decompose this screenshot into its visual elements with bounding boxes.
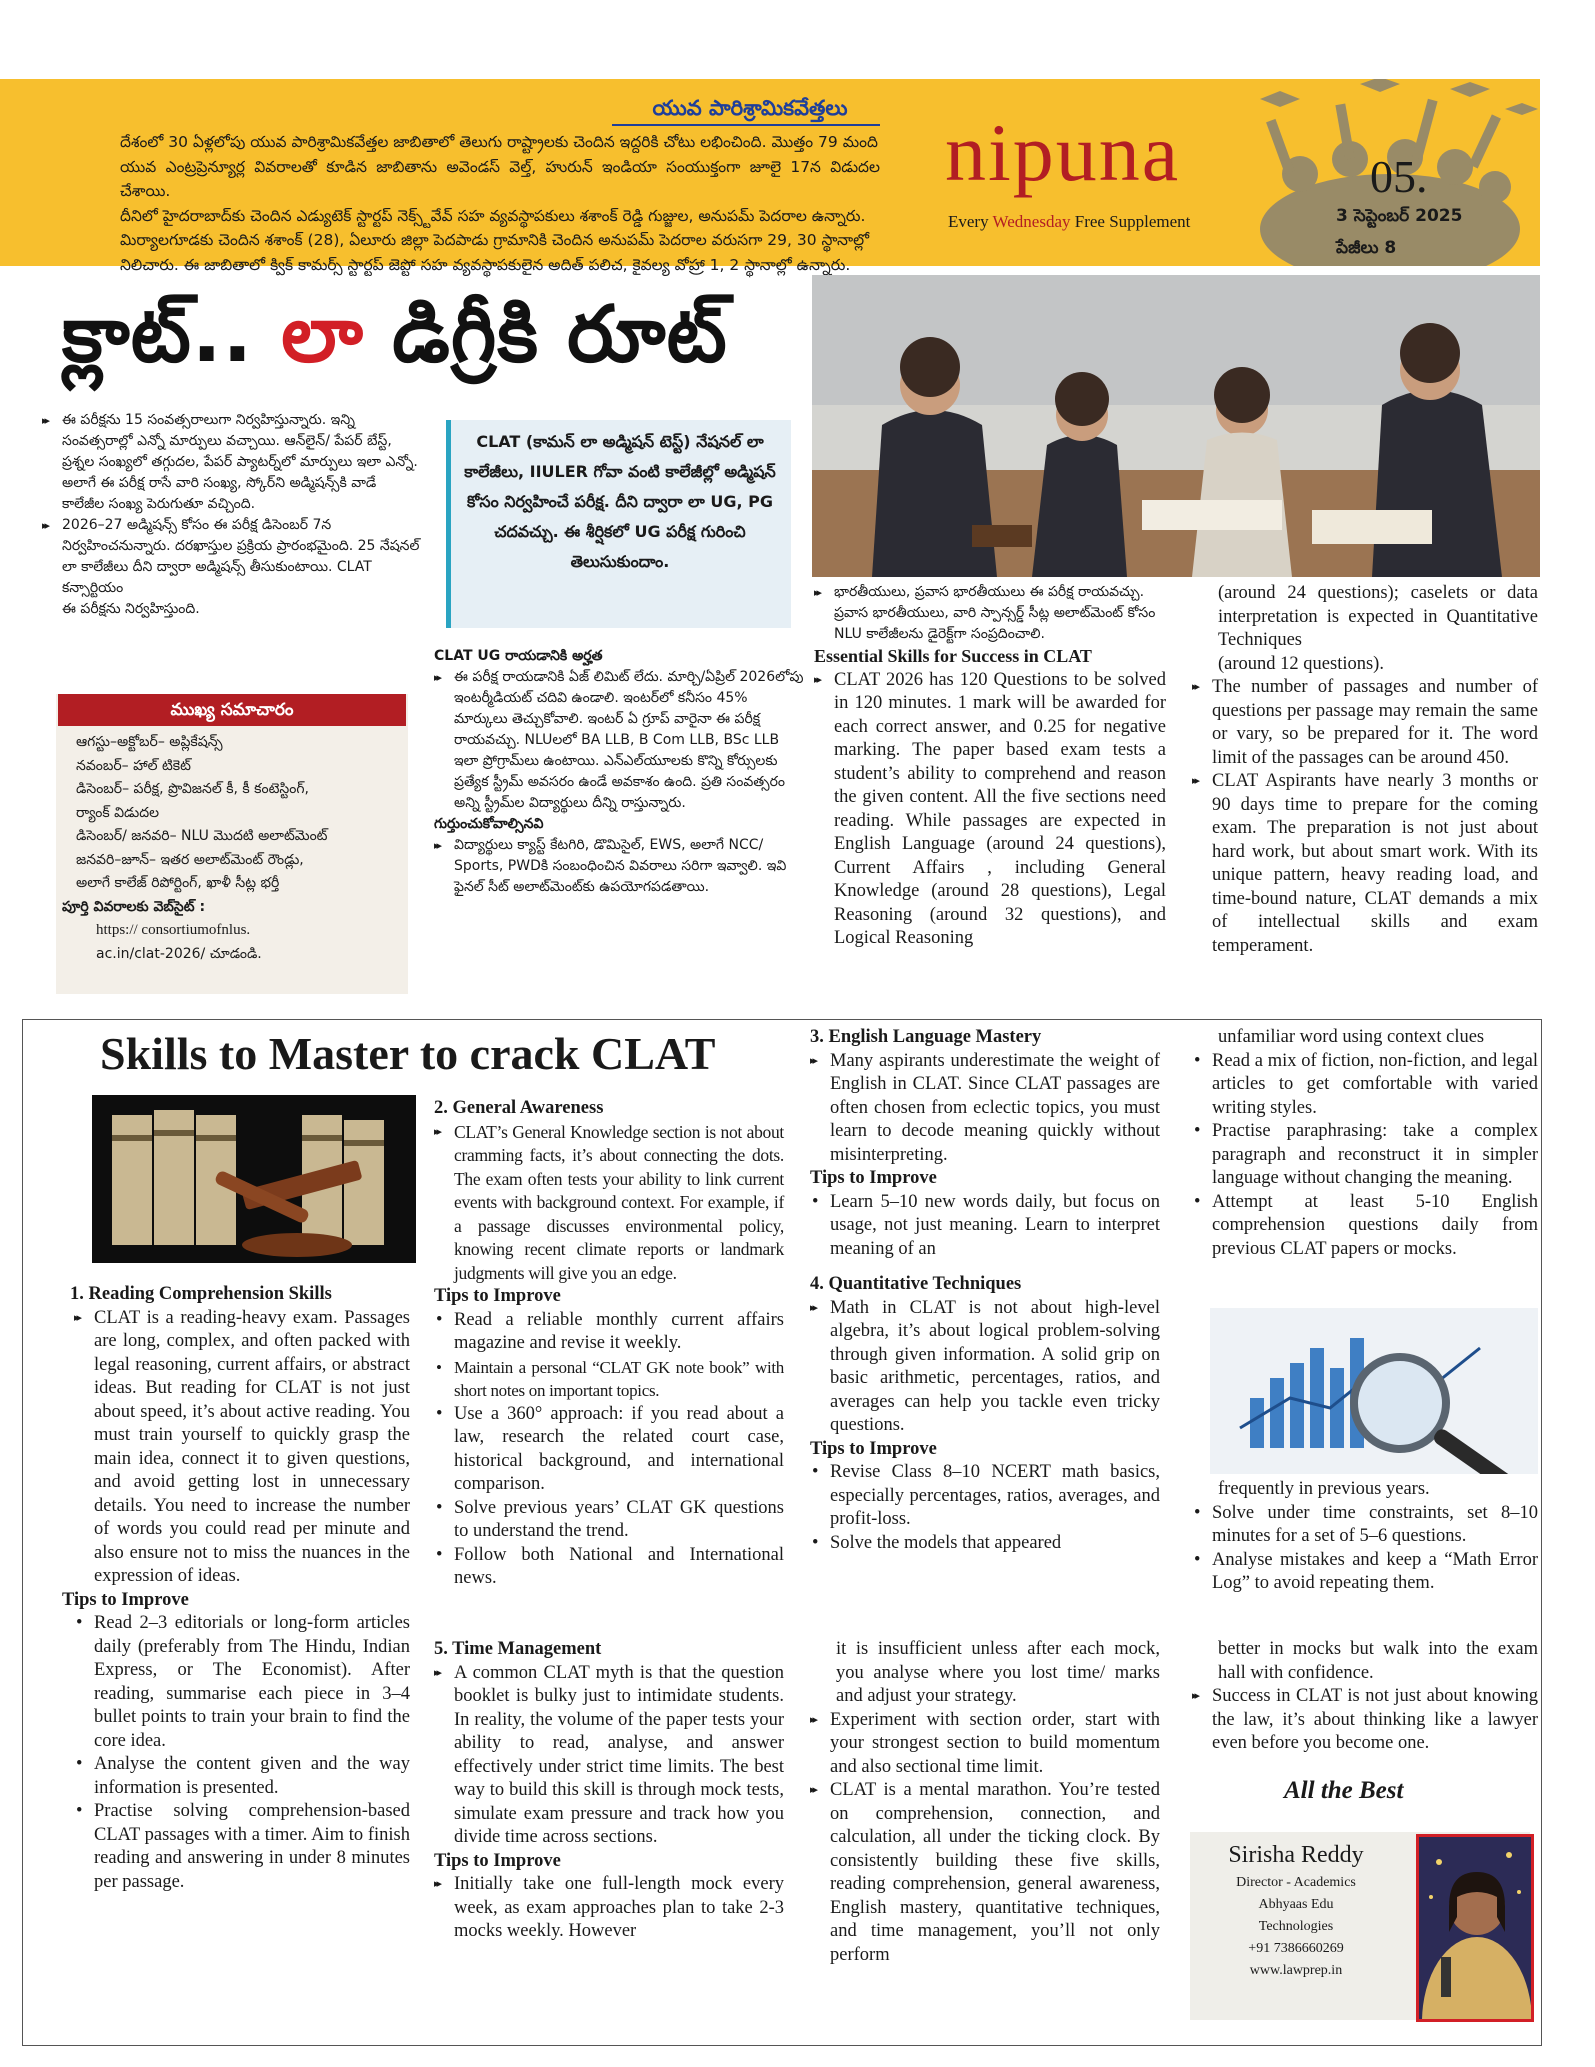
closing-bullet: ▸▸ Success in CLAT is not just about knowing the law, it’s about thinking like a lawyer even before you become one.: [1192, 1685, 1538, 1756]
issue-number: 05.: [1370, 151, 1428, 202]
masthead-tagline: [948, 212, 1190, 232]
skills-title: Skills to Master to crack CLAT: [100, 1028, 716, 1079]
tip-item: • Practise paraphrasing: take a complex paragraph and reconstruct it in simpler language without changing the meaning.: [1192, 1120, 1538, 1191]
intro-bullet: ▸▸ 2026–27 అడ్మిషన్స్ కోసం ఈ పరీక్ష డిసెంబర్ 7న నిర్వహించనున్నారు. దరఖాస్తుల ప్రక్రియ ప్రారంభమైంది. 25 నేషనల్ లా కాలేజీలు దీని ద్వారా అడ్మిషన్స్ తీసుకుంటాయి. CLAT కన్సార్టియం: [42, 515, 422, 599]
exam-pattern-bullet: ▸▸ CLAT 2026 has 120 Questions to be solved in 120 minutes. 1 mark will be awarded for each correct answer, and 0.25 for negative marking. The paper based exam tests a student’s ability to comprehend and reason the given content. All the five sections need reading. While passages are expected in English Language (around 24 questions), Current Affairs , including General Knowledge (around 28 questions), Legal Reasoning (around 32 questions), and Logical Reasoning: [814, 669, 1166, 951]
schedule-item: డిసెంబర్– పరీక్ష, ప్రొవిజనల్ కీ, కీ కంటెస్టింగ్,: [76, 781, 309, 797]
section-heading: గుర్తుంచుకోవాల్సినవి: [434, 816, 544, 832]
time-tip: ▸▸ Initially take one full-length mock every week, as exam approaches plan to take 2-3 mocks weekly. However: [434, 1873, 784, 1944]
schedule-item: జనవరి–జూన్– ఇతర అలాట్‌మెంట్ రౌండ్లు,: [76, 851, 304, 868]
law-books-gavel-photo: [92, 1095, 416, 1263]
english-tips-column: [1192, 1026, 1538, 1261]
general-bullet: ▸▸ CLAT’s General Knowledge section is not about cramming facts, it’s about connecting the dots. The exam often tests your ability to link current events with background context. For example, if a passage discusses environmental policy, knowing recent climate reports or landmark judgments will give you an edge.: [434, 1121, 784, 1286]
skill-heading-quant: 4. Quantitative Techniques: [810, 1274, 1022, 1294]
website-label: పూర్తి వివరాలకు వెబ్‌సైట్ :: [62, 898, 206, 915]
tip-item: • Learn 5–10 new words daily, but focus on usage, not just meaning. Learn to interpret meaning of an: [810, 1191, 1160, 1262]
callout-text: CLAT (కామన్ లా అడ్మిషన్ టెస్ట్) నేషనల్ లా కాలేజీలు, IIULER గోవా వంటి కాలేజీల్లో అడ్మిషన్ కోసం నిర్వహించే పరీక్ష. దీని ద్వారా లా UG, PG చదవచ్చు. ఈ శీర్షికలో UG పరీక్ష గురించి తెలుసుకుందాం.: [464, 432, 776, 571]
tip-item: • Read a mix of fiction, non-fiction, and legal articles to get comfortable with varied writing styles.: [1192, 1050, 1538, 1121]
time-tip: ▸▸ Experiment with section order, start with your strongest section to build momentum and also sectional time limit.: [810, 1709, 1160, 1780]
time-management-column-2: [810, 1638, 1160, 1967]
passages-bullet: ▸▸ The number of passages and number of questions per passage may remain the same or vary, so be prepared for it. The word limit of the passages can be around 450.: [1192, 676, 1538, 770]
author-org: Abhyaas Edu: [1258, 1897, 1334, 1912]
section-heading: Essential Skills for Success in CLAT: [814, 646, 1092, 666]
aspirants-bullet: ▸▸ CLAT Aspirants have nearly 3 months or 90 days time to prepare for the coming exam. The preparation is not just about hard work, but about smart work. With its unique pattern, heavy reading load, and time-bound nature, CLAT demands a mix of intellectual skills and exam temperament.: [1192, 770, 1538, 958]
skill-heading-time: 5. Time Management: [434, 1639, 602, 1659]
tip-item: • Solve previous years’ CLAT GK questions to understand the trend.: [434, 1497, 784, 1544]
schedule-item: ఆగస్టు–అక్టోబర్– అప్లికేషన్స్: [76, 734, 223, 750]
tip-item: • Use a 360° approach: if you read about a law, research the related court case, historical background, and international comparison.: [434, 1403, 784, 1497]
remember-bullet: ▸▸ విద్యార్థులు క్యాస్ట్ కేటగిరి, డొమిసైల్, EWS, అలాగే NCC/ Sports, PWDకి సంబంధించిన వివరాలు సరిగా ఇవ్వాలి. ఇవి ఫైనల్ సీట్ అలాట్‌మెంట్‌కు ఉపయోగపడతాయి.: [434, 835, 804, 898]
tip-item: • Analyse mistakes and keep a “Math Error Log” to avoid repeating them.: [1192, 1549, 1538, 1596]
key-info-title: ముఖ్య సమాచారం: [58, 694, 406, 726]
schedule-item: నవంబర్– హాల్ టికెట్: [76, 757, 191, 774]
website-link-cont: ac.in/clat-2026/ చూడండి.: [96, 945, 262, 962]
time-bullet: ▸▸ A common CLAT myth is that the question booklet is bulky just to intimidate students. In reality, the volume of the paper tests your ability to read, analyse, and answer effectively under strict time limits. The best way to build this skill is through mock tests, simulate exam pressure and track how you divide time across sections.: [434, 1662, 784, 1850]
banner-line: నిలిచారు. ఈ జాబితాలో క్విక్ కామర్స్ స్టార్టప్ జెప్టో సహ వ్యవస్థాపకులైన అదిత్ పలిచ, కైవల్య వోహ్రా 1, 2 స్థానాల్లో ఉన్నారు.: [120, 255, 851, 274]
tips-heading: Tips to Improve: [62, 1589, 189, 1610]
masthead-logo: nipuna: [945, 107, 1181, 198]
analytics-magnifier-photo: [1210, 1308, 1538, 1474]
tip-item: • Follow both National and International news.: [434, 1544, 784, 1591]
tip-item: • Analyse the content given and the way information is presented.: [74, 1753, 410, 1800]
essential-skills-column: [814, 582, 1166, 951]
english-quant-column: [810, 1026, 1160, 1555]
headline-part: డిగ్రీకి రూట్: [363, 290, 728, 380]
pattern-continued: (around 24 questions); caselets or data interpretation is expected in Quantitative Techniques: [1218, 583, 1538, 650]
banner-line: దీనిలో హైదరాబాద్‌కు చెందిన ఎడ్యుటెక్ స్టార్టప్ నెక్స్ట్‌వేవ్ సహ వ్యవస్థాపకులు శశాంక్ రెడ్డి గుజ్జుల, అనుపమ్ పెదరాల ఉన్నారు.: [120, 206, 866, 225]
headline-part: క్లాట్..: [62, 290, 282, 380]
tips-heading: Tips to Improve: [434, 1286, 561, 1306]
banner-line: దేశంలో 30 ఏళ్లలోపు యువ పారిశ్రామికవేత్తల జాబితాలో తెలుగు రాష్ట్రాలకు చెందిన ఇద్దరికి చోటు లభించింది. మొత్తం 79 మంది: [120, 133, 878, 151]
author-name: Sirisha Reddy: [1228, 1842, 1364, 1868]
quant-tips-column: [1192, 1478, 1538, 1596]
schedule-item: ర్యాంక్ విడుదల: [76, 804, 160, 821]
closing-message: All the Best: [1284, 1777, 1404, 1804]
tagline-text: Every: [948, 212, 993, 231]
banner-rule: [612, 124, 880, 126]
tip-continued: better in mocks but walk into the exam hall with confidence.: [1218, 1639, 1538, 1683]
schedule-item: అలాగే కాలేజ్ రిపోర్టింగ్, ఖాళీ సీట్ల భర్తీ: [76, 875, 280, 891]
eligibility-column: [434, 646, 804, 898]
schedule-item: డిసెంబర్/ జనవరి– NLU మొదటి అలాట్‌మెంట్: [76, 828, 328, 844]
key-info-list: [60, 731, 410, 966]
author-website[interactable]: www.lawprep.in: [1249, 1963, 1343, 1978]
reading-bullet: ▸▸ CLAT is a reading-heavy exam. Passages are long, complex, and often packed with legal reasoning, current affairs, or abstract ideas. But reading for CLAT is not just about speed, it’s about active reading. You must train yourself to quickly grasp the main idea, connect it to given questions, and avoid getting lost in unnecessary details. You need to increase the number of words you could read per minute and also ensure not to miss the nuances in the expression of ideas.: [74, 1307, 410, 1589]
reading-skills-column: [62, 1283, 410, 1894]
conclusion-bullet: ▸▸ CLAT is a mental marathon. You’re tested on comprehension, connection, and calculation, all under the ticking clock. By consistently building these five skills, reading comprehension, general awareness, English mastery, quantitative techniques, and time management, you’ll not only perform: [810, 1779, 1160, 1967]
author-phone: +91 7386660269: [1248, 1941, 1344, 1956]
tip-item: • Solve under time constraints, set 8–10 minutes for a set of 5–6 questions.: [1192, 1502, 1538, 1549]
general-awareness-column: [434, 1097, 784, 1591]
headline-highlight: లా: [281, 290, 364, 380]
author-role: Director - Academics: [1236, 1875, 1356, 1890]
tip-continued: frequently in previous years.: [1218, 1479, 1430, 1499]
author-details: [1196, 1838, 1396, 1982]
nri-bullet: ▸▸ భారతీయులు, ప్రవాస భారతీయులు ఈ పరీక్ష రాయవచ్చు. ప్రవాస భారతీయులు, వారి స్పాన్సర్డ్ సీట్ల అలాట్‌మెంట్ కోసం NLU కాలేజీలను డైరెక్ట్‌గా సంప్రదించాలి.: [814, 582, 1166, 645]
tips-heading: Tips to Improve: [434, 1850, 561, 1871]
tip-item: • Solve the models that appeared: [810, 1532, 1160, 1556]
banner-line: యువ ఎంట్రప్రెన్యూర్ల వివరాలతో కూడిన జాబితాను అవెండస్ వెల్త్, హురున్ ఇండియా సంయుక్తంగా జూలై 17న విడుదల చేశాయి.: [120, 157, 880, 200]
english-bullet: ▸▸ Many aspirants underestimate the weight of English in CLAT. Since CLAT passages are often chosen from eclectic topics, you must learn to decode meaning quickly without misinterpreting.: [810, 1050, 1160, 1168]
tips-heading: Tips to Improve: [810, 1438, 937, 1459]
intro-bullet: ▸▸ ఈ పరీక్షను 15 సంవత్సరాలుగా నిర్వహిస్తున్నారు. ఇన్ని సంవత్సరాల్లో ఎన్నో మార్పులు వచ్చాయి. ఆన్‌లైన్/ పేపర్ బేస్ట్, ప్రశ్నల సంఖ్యలో తగ్గుదల, పేపర్ ప్యాటర్న్‌లో మార్పులు ఇలా ఎన్నో. అలాగే ఈ పరీక్ష రాసే వారి సంఖ్య, స్కోర్‌ని అడ్మిషన్స్‌కి వాడే కాలేజీల సంఖ్య పెరుగుతూ వచ్చింది.: [42, 410, 422, 515]
time-management-column: [434, 1638, 784, 1944]
skill-heading-general: 2. General Awareness: [434, 1098, 604, 1118]
tip-continued: unfamiliar word using context clues: [1218, 1027, 1485, 1047]
intro-column: [42, 410, 422, 620]
tips-heading: Tips to Improve: [810, 1168, 937, 1188]
tagline-day: Wednesday: [992, 212, 1071, 231]
tip-item: • Maintain a personal “CLAT GK note book” with short notes on important topics.: [434, 1356, 784, 1403]
tip-item: • Revise Class 8–10 NCERT math basics, especially percentages, ratios, averages, and profit-loss.: [810, 1461, 1160, 1532]
tip-item: • Attempt at least 5-10 English comprehension questions daily from previous CLAT papers or mocks.: [1192, 1191, 1538, 1262]
skill-heading-english: 3. English Language Mastery: [810, 1027, 1042, 1047]
issue-date: 3 సెప్టెంబర్ 2025: [1336, 206, 1463, 226]
eligibility-bullet: ▸▸ ఈ పరీక్ష రాయడానికి ఏజ్ లిమిట్ లేదు. మార్చి/ఏప్రిల్ 2026లోపు ఇంటర్మీడియట్ చదివి ఉండాలి. ఇంటర్‌లో కనీసం 45% మార్కులు తెచ్చుకోవాలి. ఇంటర్ ఏ గ్రూప్ వారైనా ఈ పరీక్ష రాయవచ్చు. NLUలలో BA LLB, B Com LLB, BSc LLB ఇలా ప్రోగ్రామ్‌లు ఉంటాయి. ఎన్ఎల్‌యూలకు కొన్ని కోర్సులకు ప్రత్యేక స్ట్రీమ్ అవసరం ఉండే అవకాశం ఉంది. ప్రతి సంవత్సరం అన్ని స్ట్రీమ్‌ల విద్యార్థులు దీన్ని రాస్తున్నారు.: [434, 667, 804, 814]
author-photo: [1416, 1834, 1534, 2022]
page-count: పేజీలు 8: [1336, 238, 1397, 258]
skill-heading-reading: 1. Reading Comprehension Skills: [70, 1284, 332, 1304]
banner-line: మిర్యాలగూడకు చెందిన శశాంక్ (28), ఏలూరు జిల్లా పెదపాడు గ్రామానికి చెందిన అనుపమ్ పెదరాల వరుసగా 29, 30 స్థానాల్లో: [120, 231, 870, 249]
tip-item: • Read 2–3 editorials or long-form articles daily (preferably from The Hindu, Indian Express, or The Economist). After reading, summarise each piece in 3–4 bullet points to train your brain to find the core idea.: [74, 1612, 410, 1753]
tagline-text: Free Supplement: [1070, 212, 1191, 231]
quant-bullet: ▸▸ Math in CLAT is not about high-level algebra, it’s about logical problem-solving through given information. A solid grip on basic arithmetic, percentages, ratios, and averages can help you tackle even tricky questions.: [810, 1297, 1160, 1438]
closing-column: [1192, 1638, 1538, 1756]
preparation-column: [1192, 582, 1538, 958]
tip-continued: it is insufficient unless after each mock, you analyse where you lost time/ marks and adjust your strategy.: [836, 1639, 1160, 1706]
banner-text: [120, 130, 880, 277]
page-headline: [62, 290, 728, 399]
section-heading: CLAT UG రాయడానికి అర్హత: [434, 648, 603, 664]
tip-item: • Read a reliable monthly current affairs magazine and revise it weekly.: [434, 1309, 784, 1356]
website-link[interactable]: https:// consortiumofnlus.: [96, 922, 251, 938]
intro-text: ఈ పరీక్షను నిర్వహిస్తుంది.: [62, 601, 200, 617]
students-studying-photo: [812, 275, 1540, 577]
banner-heading: యువ పారిశ్రామికవేత్తలు: [652, 96, 848, 120]
author-org: Technologies: [1258, 1919, 1334, 1934]
pattern-continued: (around 12 questions).: [1218, 653, 1384, 674]
tip-item: • Practise solving comprehension-based CLAT passages with a timer. Aim to finish reading and answering in under 8 minutes per passage.: [74, 1800, 410, 1894]
